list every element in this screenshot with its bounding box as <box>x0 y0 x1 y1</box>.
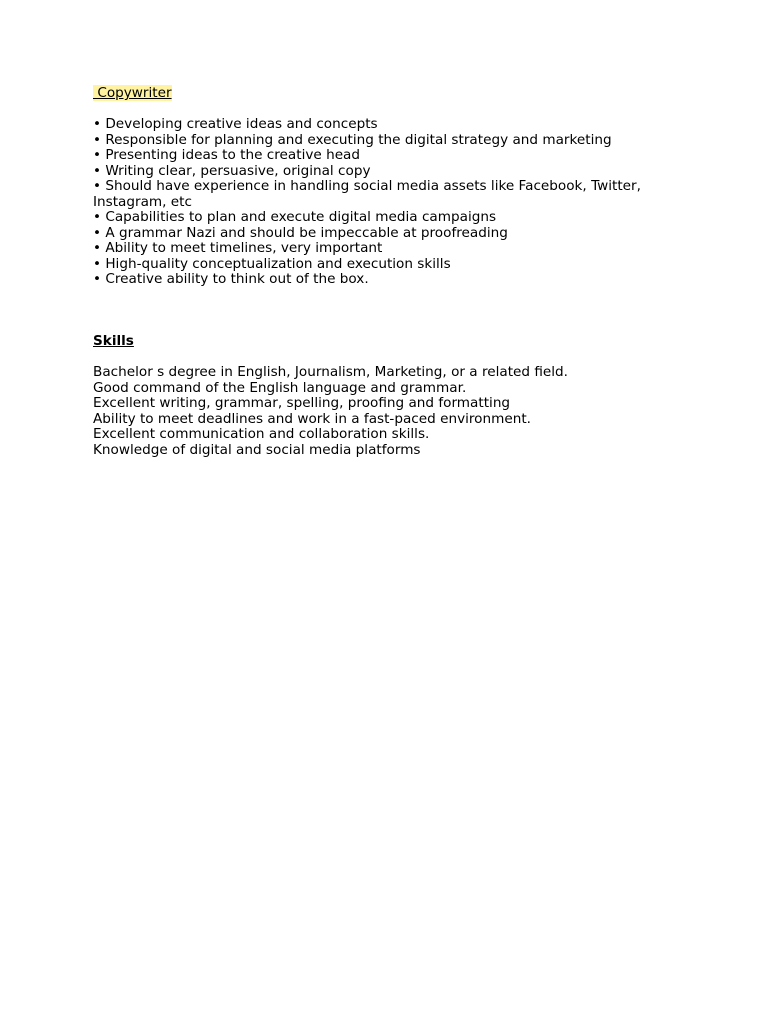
list-item: Knowledge of digital and social media platforms <box>93 441 421 458</box>
list-item: Bachelor s degree in English, Journalism, Marketing, or a related field. <box>93 364 568 380</box>
title-line <box>93 86 693 102</box>
list-item: Excellent writing, grammar, spelling, proofing and formatting <box>93 395 511 411</box>
list-item: • Responsible for planning and executing the digital strategy and marketing <box>93 131 612 148</box>
list-item: • High-quality conceptualization and execution skills <box>93 255 451 272</box>
list-item: • Developing creative ideas and concepts <box>93 116 378 132</box>
list-item: Ability to meet deadlines and work in a fast-paced environment. <box>93 410 531 427</box>
responsibilities-list <box>93 117 693 288</box>
list-item: • A grammar Nazi and should be impeccable at proofreading <box>93 224 508 241</box>
section-spacer <box>93 288 693 335</box>
skills-heading: Skills <box>93 333 134 349</box>
list-item: • Creative ability to think out of the box. <box>93 271 369 287</box>
list-item: • Ability to meet timelines, very important <box>93 240 383 256</box>
list-item: Good command of the English language and grammar. <box>93 379 467 396</box>
list-item: • Writing clear, persuasive, original copy <box>93 162 371 179</box>
list-item: • Presenting ideas to the creative head <box>93 147 361 163</box>
list-item: • Should have experience in handling social media assets like Facebook, Twitter, Instagram, etc <box>93 178 641 210</box>
document-title: Copywriter <box>93 85 172 101</box>
document-page <box>93 86 693 458</box>
list-item: • Capabilities to plan and execute digital media campaigns <box>93 209 497 225</box>
list-item: Excellent communication and collaboration skills. <box>93 426 430 442</box>
skills-list <box>93 365 693 458</box>
